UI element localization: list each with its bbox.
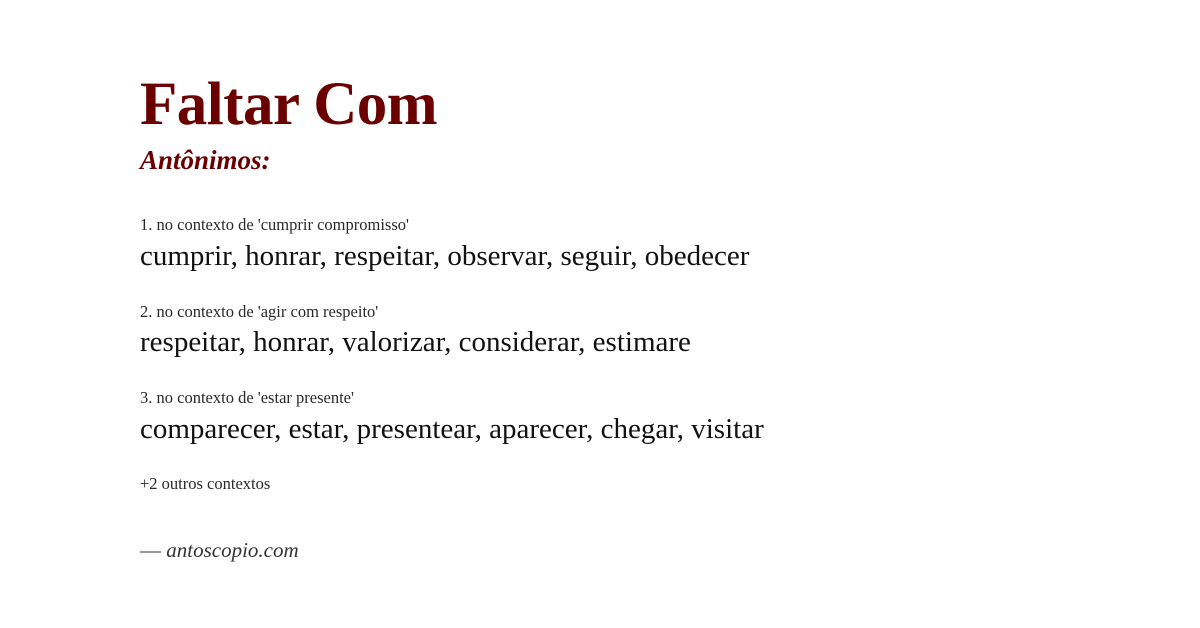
sense-words: comparecer, estar, presentear, aparecer, chegar, visitar [140,412,764,445]
list-item [140,214,1060,275]
section-subtitle: Antônimos: [140,144,271,175]
em-dash: — [140,537,161,562]
list-item [140,387,1060,448]
sense-context: 3. no contexto de 'estar presente' [140,388,354,408]
sense-context: 2. no contexto de 'agir com respeito' [140,301,379,321]
source-attribution [140,538,1060,563]
source-name: antoscopio.com [166,537,299,562]
sense-list [140,214,1060,448]
sense-words: cumprir, honrar, respeitar, observar, seguir, obedecer [140,239,750,272]
page-title: Faltar Com [140,71,438,138]
sense-context: 1. no contexto de 'cumprir compromisso' [140,215,409,235]
list-item [140,301,1060,362]
more-contexts-label: +2 outros contextos [140,473,271,493]
sense-words: respeitar, honrar, valorizar, considerar, estimare [140,326,691,359]
